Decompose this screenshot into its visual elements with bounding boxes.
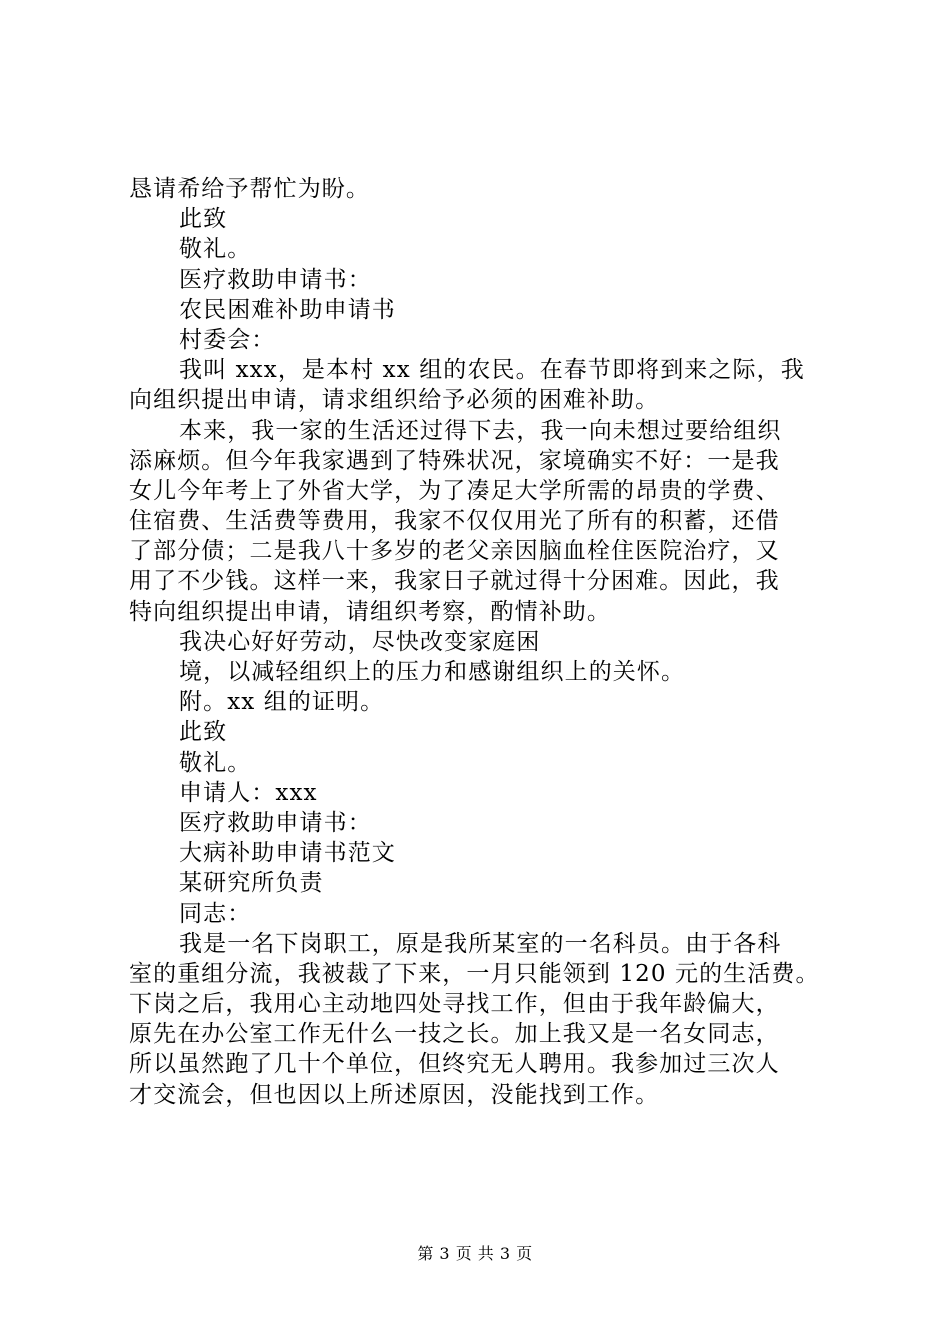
- page-number-label: 第 3 页 共 3 页: [417, 1244, 533, 1263]
- text-line: 大病补助申请书范文: [179, 840, 396, 867]
- text-line: 同志：: [179, 900, 252, 927]
- text-line: 所以虽然跑了几十个单位，但终究无人聘用。我参加过三次人: [129, 1051, 780, 1078]
- text-line: 特向组织提出申请，请组织考察，酌情补助。: [129, 598, 611, 625]
- text-line: 用了不少钱。这样一来，我家日子就过得十分困难。因此，我: [129, 568, 780, 595]
- text-line: 向组织提出申请，请求组织给予必须的困难补助。: [129, 387, 660, 414]
- text-line: 才交流会，但也因以上所述原因，没能找到工作。: [129, 1081, 660, 1108]
- text-line: 申请人：xxx: [179, 779, 318, 806]
- text-line: 此致: [179, 719, 228, 746]
- text-line: 我决心好好劳动，尽快改变家庭困: [179, 628, 541, 655]
- text-line: 室的重组分流，我被裁了下来，一月只能领到 120 元的生活费。: [129, 960, 820, 987]
- text-line: 村委会：: [179, 326, 276, 353]
- text-line: 敬礼。: [179, 749, 252, 776]
- text-line: 本来，我一家的生活还过得下去，我一向未想过要给组织: [179, 417, 782, 444]
- text-line: 附。xx 组的证明。: [179, 689, 385, 716]
- text-line: 下岗之后，我用心主动地四处寻找工作，但由于我年龄偏大，: [129, 991, 780, 1018]
- document-body: [129, 174, 929, 1110]
- text-line: 医疗救助申请书：: [179, 266, 372, 293]
- text-line: 我是一名下岗职工，原是我所某室的一名科员。由于各科: [179, 930, 782, 957]
- text-line: 添麻烦。但今年我家遇到了特殊状况，家境确实不好：一是我: [129, 447, 780, 474]
- text-line: 了部分债；二是我八十多岁的老父亲因脑血栓住医院治疗，又: [129, 538, 780, 565]
- text-line: 此致: [179, 206, 228, 233]
- text-line: 敬礼。: [179, 236, 252, 263]
- text-line: 住宿费、生活费等费用，我家不仅仅用光了所有的积蓄，还借: [129, 508, 780, 535]
- text-line: 原先在办公室工作无什么一技之长。加上我又是一名女同志，: [129, 1021, 780, 1048]
- text-line: 境，以减轻组织上的压力和感谢组织上的关怀。: [179, 659, 686, 685]
- text-line: 女儿今年考上了外省大学，为了凑足大学所需的昂贵的学费、: [129, 477, 780, 504]
- text-line: 某研究所负责: [179, 870, 324, 897]
- text-line: 我叫 xxx，是本村 xx 组的农民。在春节即将到来之际，我: [179, 357, 805, 384]
- page-footer: [0, 1244, 950, 1264]
- text-line: 恳请希给予帮忙为盼。: [129, 176, 370, 202]
- text-line: 医疗救助申请书：: [179, 809, 372, 836]
- text-line: 农民困难补助申请书: [179, 296, 396, 323]
